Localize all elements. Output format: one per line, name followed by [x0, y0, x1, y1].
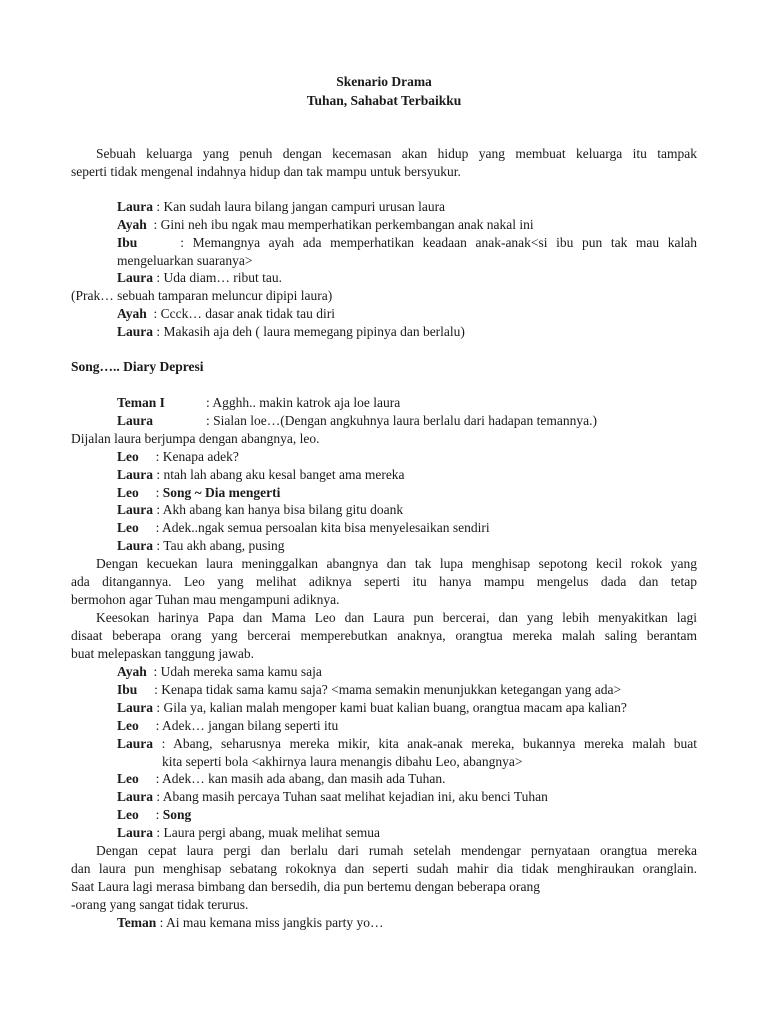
dialogue-text: Song [162, 807, 192, 822]
speaker-name: Leo [117, 718, 139, 733]
speaker-name: Leo [117, 485, 139, 500]
dialogue-text: Kan sudah laura bilang jangan campuri urusan laura [163, 199, 446, 214]
speaker-name: Laura [117, 825, 154, 840]
dialogue-line: Laura : Tau akh abang, pusing [117, 538, 285, 553]
dialogue-line: Laura : Akh abang kan hanya bisa bilang gitu doank [117, 502, 404, 517]
dialogue-line: Laura : Abang masih percaya Tuhan saat melihat kejadian ini, aku benci Tuhan [117, 789, 548, 804]
speaker-name: Laura [117, 324, 154, 339]
dialogue-text: Akh abang kan hanya bisa bilang gitu doank [162, 502, 404, 517]
dialogue-text: Uda diam… ribut tau. [163, 270, 283, 285]
speaker-name: Laura [117, 789, 154, 804]
narration-line: Dijalan laura berjumpa dengan abangnya, leo. [71, 431, 320, 446]
dialogue-text: Kenapa adek? [162, 449, 239, 464]
document-title: Skenario Drama [336, 74, 432, 89]
dialogue-text: Agghh.. makin katrok aja loe laura [212, 395, 401, 410]
dialogue-line: Leo : Adek… kan masih ada abang, dan masih ada Tuhan. [117, 771, 446, 786]
dialogue-text: ntah lah abang aku kesal banget ama mereka [163, 467, 405, 482]
dialogue-continuation: kita seperti bola <akhirnya laura menangis dibahu Leo, abangnya> [162, 754, 523, 769]
paragraph-line: -orang yang sangat tidak terurus. [71, 897, 249, 912]
speaker-name: Laura [117, 270, 154, 285]
dialogue-text: Memangnya ayah ada memperhatikan keadaan anak-anak<si ibu pun tak mau kalah [192, 235, 697, 250]
dialogue-line: Laura : Uda diam… ribut tau. [117, 270, 283, 285]
speaker-name: Ibu [117, 235, 138, 250]
paragraph-line: ada ditangannya. Leo yang melihat adiknya seperti itu hanya mampu mengelus dada dan tetap [71, 574, 697, 589]
dialogue-text: Laura pergi abang, muak melihat semua [163, 825, 380, 840]
dialogue-line: Teman I : Agghh.. makin katrok aja loe laura [117, 395, 401, 410]
speaker-name: Ayah [117, 306, 147, 321]
dialogue-line: Leo : Adek..ngak semua persoalan kita bisa menyelesaikan sendiri [117, 520, 490, 535]
intro-line-2: seperti tidak mengenal indahnya hidup dan tak mampu untuk bersyukur. [71, 164, 461, 179]
speaker-name: Laura [117, 199, 154, 214]
speaker-name: Teman [117, 915, 157, 930]
speaker-name: Leo [117, 449, 139, 464]
dialogue-line: Ayah : Ccck… dasar anak tidak tau diri [117, 306, 335, 321]
dialogue-text: Adek… kan masih ada abang, dan masih ada Tuhan. [162, 771, 446, 786]
dialogue-text: Abang, seharusnya mereka mikir, kita anak-anak mereka, bukannya mereka malah buat [173, 736, 697, 751]
dialogue-line: Ayah : Udah mereka sama kamu saja [117, 664, 322, 679]
speaker-name: Teman I [117, 395, 165, 410]
dialogue-text: Tau akh abang, pusing [163, 538, 285, 553]
stage-direction: (Prak… sebuah tamparan meluncur dipipi laura) [71, 288, 333, 303]
paragraph-line: Keesokan harinya Papa dan Mama Leo dan Laura pun bercerai, dan yang lebih menyakitkan lagi [96, 610, 697, 625]
paragraph-line: buat melepaskan tanggung jawab. [71, 646, 254, 661]
dialogue-line: Laura : Abang, seharusnya mereka mikir, kita anak-anak mereka, bukannya mereka malah buat [117, 736, 697, 751]
dialogue-text: Sialan loe…(Dengan angkuhnya laura berlalu dari hadapan temannya.) [213, 413, 597, 428]
dialogue-continuation: mengeluarkan suaranya> [117, 253, 253, 268]
dialogue-line: Laura : Laura pergi abang, muak melihat semua [117, 825, 380, 840]
speaker-name: Ayah [117, 217, 147, 232]
paragraph-line: bermohon agar Tuhan mau mengampuni adiknya. [71, 592, 340, 607]
dialogue-text: Kenapa tidak sama kamu saja? <mama semakin menunjukkan ketegangan yang ada> [161, 682, 622, 697]
speaker-name: Leo [117, 520, 139, 535]
dialogue-text: Adek..ngak semua persoalan kita bisa menyelesaikan sendiri [162, 520, 490, 535]
speaker-name: Leo [117, 807, 139, 822]
dialogue-line: Leo : Kenapa adek? [117, 449, 239, 464]
speaker-name: Laura [117, 736, 154, 751]
dialogue-line: Teman : Ai mau kemana miss jangkis party yo… [117, 915, 384, 930]
speaker-name: Laura [117, 413, 154, 428]
song-heading: Song….. Diary Depresi [71, 359, 204, 374]
speaker-name: Laura [117, 700, 154, 715]
dialogue-line: Ayah : Gini neh ibu ngak mau memperhatikan perkembangan anak nakal ini [117, 217, 534, 232]
dialogue-line: Leo : Song [117, 807, 192, 822]
paragraph-line: Saat Laura lagi merasa bimbang dan bersedih, dia pun bertemu dengan beberapa orang [71, 879, 540, 894]
dialogue-line: Leo : Song ~ Dia mengerti [117, 485, 281, 500]
dialogue-text: Song ~ Dia mengerti [162, 485, 281, 500]
speaker-name: Laura [117, 538, 154, 553]
dialogue-line: Laura : Gila ya, kalian malah mengoper kami buat kalian buang, orangtua macam apa kalian? [117, 700, 627, 715]
speaker-name: Ibu [117, 682, 138, 697]
dialogue-text: Gila ya, kalian malah mengoper kami buat kalian buang, orangtua macam apa kalian? [163, 700, 627, 715]
dialogue-line: Ibu : Memangnya ayah ada memperhatikan keadaan anak-anak<si ibu pun tak mau kalah [117, 235, 697, 250]
speaker-name: Ayah [117, 664, 147, 679]
dialogue-text: Gini neh ibu ngak mau memperhatikan perkembangan anak nakal ini [160, 217, 534, 232]
dialogue-line: Laura : Makasih aja deh ( laura memegang pipinya dan berlalu) [117, 324, 465, 339]
dialogue-text: Ai mau kemana miss jangkis party yo… [166, 915, 384, 930]
dialogue-line: Leo : Adek… jangan bilang seperti itu [117, 718, 339, 733]
dialogue-text: Udah mereka sama kamu saja [160, 664, 322, 679]
dialogue-line: Laura : Kan sudah laura bilang jangan campuri urusan laura [117, 199, 446, 214]
document-subtitle: Tuhan, Sahabat Terbaikku [306, 93, 462, 108]
dialogue-text: Abang masih percaya Tuhan saat melihat kejadian ini, aku benci Tuhan [162, 789, 548, 804]
dialogue-text: Adek… jangan bilang seperti itu [162, 718, 339, 733]
paragraph-line: disaat beberapa orang yang bercerai memperebutkan anaknya, orangtua mereka malah saling berantam [71, 628, 697, 643]
dialogue-line: Laura : Sialan loe…(Dengan angkuhnya laura berlalu dari hadapan temannya.) [117, 413, 597, 428]
paragraph-line: dan laura pun menghisap sebatang rokoknya dan seperti sudah mahir dia tidak menghiraukan oranglain. [71, 861, 697, 876]
speaker-name: Leo [117, 771, 139, 786]
paragraph-line: Dengan kecuekan laura meninggalkan abangnya dan tak lupa menghisap sepotong kecil rokok yang [96, 556, 697, 571]
speaker-name: Laura [117, 502, 154, 517]
paragraph-line: Dengan cepat laura pergi dan berlalu dari rumah setelah mendengar pernyataan orangtua mereka [96, 843, 697, 858]
dialogue-text: Makasih aja deh ( laura memegang pipinya dan berlalu) [163, 324, 465, 339]
intro-line-1: Sebuah keluarga yang penuh dengan kecemasan akan hidup yang membuat keluarga itu tampak [96, 146, 697, 161]
dialogue-line: Laura : ntah lah abang aku kesal banget ama mereka [117, 467, 405, 482]
dialogue-line: Ibu : Kenapa tidak sama kamu saja? <mama semakin menunjukkan ketegangan yang ada> [117, 682, 622, 697]
dialogue-text: Ccck… dasar anak tidak tau diri [160, 306, 335, 321]
speaker-name: Laura [117, 467, 154, 482]
